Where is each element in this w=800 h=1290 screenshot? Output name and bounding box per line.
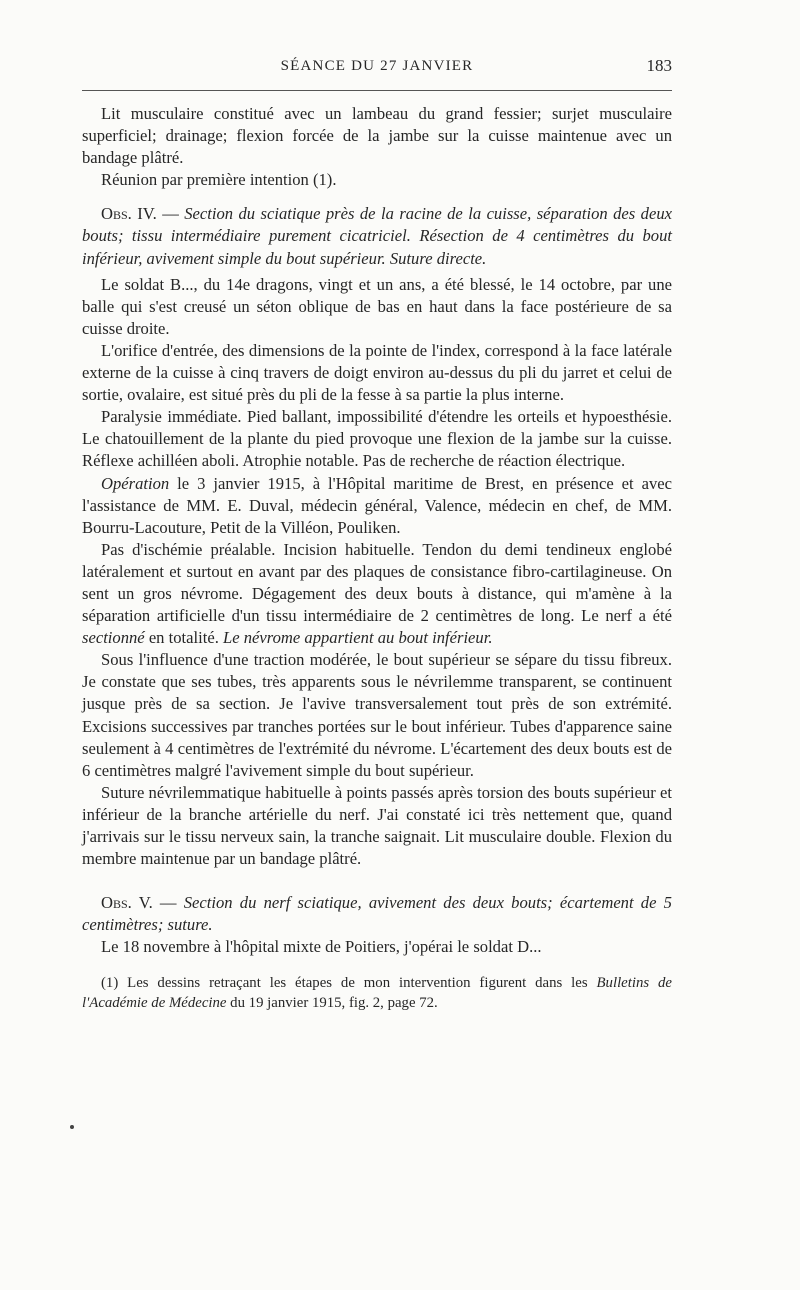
paragraph: Sous l'influence d'une traction modérée, le bout supérieur se sépare du tissu fibreux. Je constate que ses tubes, très apparents sous le névrilemme transparent, se continuent jusque près de sa section. Je l'avive transversalement tout près de son extrémité. Excisions successives par tranches portées sur le bout inférieur. Tubes d'apparence saine seulement à 4 centimètres de l'extrémité du névrome. L'écartement des deux bouts est de 6 centimètres malgré l'avivement simple du bout supérieur. [82,650,672,780]
footnote-italic: Bulletins de l'Académie de Médecine [82,975,672,1011]
paragraph: Le soldat B..., du 14e dragons, vingt et un ans, a été blessé, le 14 octobre, par une balle qui s'est creusé un séton oblique de bas en haut dans la face postérieure de sa cuisse droite. [82,274,672,338]
paragraph-text: en totalité. [144,628,224,648]
paragraph: Paralysie immédiate. Pied ballant, impossibilité d'étendre les orteils et hypoesthésie. Le chatouillement de la plante du pied provoque une flexion de la jambe sur la cuisse. Réflexe achilléen aboli. Atrophie notable. Pas de recherche de réaction électrique. [82,407,672,471]
print-speck [70,1125,74,1129]
paragraph: Suture névrilemmatique habituelle à points passés après torsion des bouts supérieur et inférieur de la branche artérielle du nerf. J'ai constaté ici très nettement que, quand j'arrivais sur le tissu nerveux sain, la tranche saignait. Lit musculaire double. Flexion du membre maintenue par un bandage plâtré. [82,782,672,869]
footnote [82,974,672,1013]
paragraph-operation [82,473,672,539]
paragraph-text: le 3 janvier 1915, à l'Hôpital maritime de Brest, en présence et avec l'assistance de MM. E. Duval, médecin général, Valence, médecin en chef, de MM. Bourru-Lacouture, Petit de la Villéon, Pouliken. [82,473,672,537]
paragraph-procedure [82,539,672,649]
observation-4-heading [82,203,672,269]
observation-5-heading [82,892,672,936]
running-title: SÉANCE DU 27 JANVIER [280,58,474,74]
obs-label: Obs. V. — [101,893,177,913]
italic-text: sectionné [82,628,145,648]
page-number: 183 [646,56,672,75]
footnote-text: (1) Les dessins retraçant les étapes de mon intervention figurent dans les [101,975,597,992]
paragraph-text: Pas d'ischémie préalable. Incision habituelle. Tendon du demi tendineux englobé latéralement et surtout en avant par des plaques de consistance fibro-cartilagineuse. On sent un gros névrome. Dégagement des deux bouts à distance, qui m'amène à la séparation artificielle d'un tissu intermédiaire de 2 centimètres de long. Le nerf a été [82,539,672,626]
obs-title: Section du nerf sciatique, avivement des deux bouts; écartement de 5 centimètres; suture. [82,893,672,935]
paragraph: Lit musculaire constitué avec un lambeau du grand fessier; surjet musculaire superficiel; drainage; flexion forcée de la jambe sur la cuisse maintenue avec un bandage plâtré. [82,104,672,168]
paragraph: L'orifice d'entrée, des dimensions de la pointe de l'index, correspond à la face latérale externe de la cuisse à cinq travers de doigt environ au-dessus du pli du jarret et celui de sortie, ovalaire, est situé près du pli de la fesse à sa partie la plus interne. [82,340,672,405]
page-header [82,52,672,82]
italic-text: Le névrome appartient au bout inférieur. [223,628,493,648]
obs-title: Section du sciatique près de la racine de la cuisse, séparation des deux bouts; tissu intermédiaire purement cicatriciel. Résection de 4 centimètres du bout inférieur, avivement simple du bout supérieur. Suture directe. [82,204,672,268]
page [82,52,672,1013]
paragraph: Le 18 novembre à l'hôpital mixte de Poitiers, j'opérai le soldat D... [101,937,542,957]
operation-lead: Opération [101,473,170,493]
obs-label: Obs. IV. — [101,204,179,224]
footnote-text: du 19 janvier 1915, fig. 2, page 72. [226,994,438,1011]
paragraph: Réunion par première intention (1). [101,170,337,190]
header-rule [82,90,672,91]
